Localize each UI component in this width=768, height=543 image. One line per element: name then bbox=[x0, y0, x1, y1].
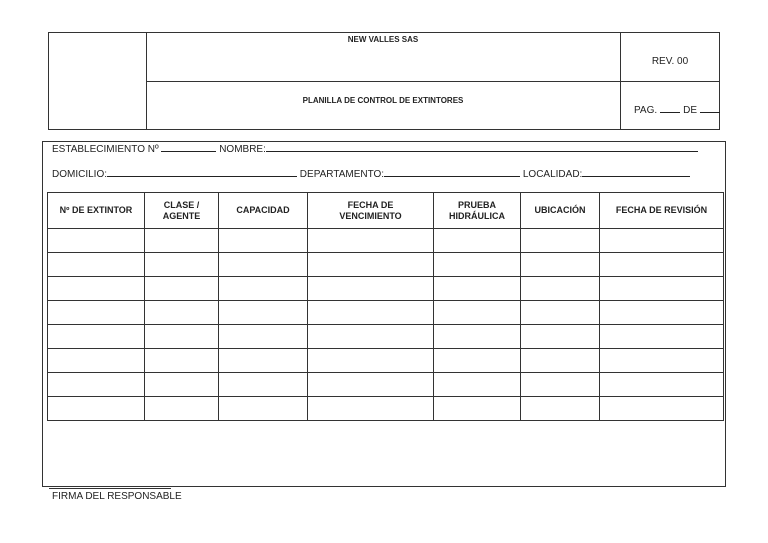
table-cell[interactable] bbox=[521, 301, 600, 325]
table-cell[interactable] bbox=[600, 301, 724, 325]
header-rule bbox=[146, 81, 620, 82]
table-row bbox=[48, 229, 724, 253]
table-cell[interactable] bbox=[145, 349, 219, 373]
table-cell[interactable] bbox=[600, 397, 724, 421]
table-cell[interactable] bbox=[434, 277, 521, 301]
header-rule bbox=[620, 81, 719, 82]
table-row bbox=[48, 373, 724, 397]
address-input[interactable] bbox=[107, 167, 297, 177]
document-title: PLANILLA DE CONTROL DE EXTINTORES bbox=[302, 96, 464, 105]
table-cell[interactable] bbox=[219, 397, 308, 421]
table-cell[interactable] bbox=[48, 349, 145, 373]
table-cell[interactable] bbox=[145, 229, 219, 253]
table-cell[interactable] bbox=[308, 325, 434, 349]
page-number bbox=[634, 105, 723, 116]
extinguisher-table bbox=[47, 192, 724, 421]
table-cell[interactable] bbox=[521, 277, 600, 301]
table-cell[interactable] bbox=[308, 397, 434, 421]
table-row bbox=[48, 301, 724, 325]
table-cell[interactable] bbox=[434, 301, 521, 325]
table-cell[interactable] bbox=[308, 373, 434, 397]
table-cell[interactable] bbox=[145, 325, 219, 349]
revision-label: REV. 00 bbox=[651, 56, 689, 67]
table-cell[interactable] bbox=[48, 301, 145, 325]
table-cell[interactable] bbox=[434, 325, 521, 349]
locality-label: LOCALIDAD: bbox=[522, 169, 583, 180]
table-cell[interactable] bbox=[145, 397, 219, 421]
establishment-input[interactable] bbox=[161, 142, 216, 152]
table-cell[interactable] bbox=[48, 325, 145, 349]
table-row bbox=[48, 397, 724, 421]
table-cell[interactable] bbox=[434, 373, 521, 397]
page-blank[interactable] bbox=[660, 106, 680, 113]
table-cell[interactable] bbox=[219, 301, 308, 325]
table-row bbox=[48, 349, 724, 373]
table-cell[interactable] bbox=[521, 373, 600, 397]
page-label: PAG. bbox=[634, 105, 658, 116]
page-total-blank[interactable] bbox=[700, 106, 720, 113]
department-label: DEPARTAMENTO: bbox=[299, 169, 385, 180]
signature-line[interactable] bbox=[49, 488, 171, 489]
table-cell[interactable] bbox=[308, 277, 434, 301]
table-header-row bbox=[48, 193, 724, 229]
column-header: PRUEBA HIDRÁULICA bbox=[434, 193, 521, 229]
column-header: Nº DE EXTINTOR bbox=[48, 193, 145, 229]
column-header: FECHA DE REVISIÓN bbox=[600, 193, 724, 229]
table-cell[interactable] bbox=[434, 349, 521, 373]
table-cell[interactable] bbox=[308, 253, 434, 277]
table-cell[interactable] bbox=[521, 397, 600, 421]
establishment-label: ESTABLECIMIENTO Nº bbox=[52, 144, 159, 155]
table-cell[interactable] bbox=[434, 253, 521, 277]
address-label: DOMICILIO: bbox=[52, 169, 108, 180]
table-cell[interactable] bbox=[600, 229, 724, 253]
table-cell[interactable] bbox=[48, 397, 145, 421]
table-cell[interactable] bbox=[219, 325, 308, 349]
table-cell[interactable] bbox=[308, 301, 434, 325]
table-cell[interactable] bbox=[219, 229, 308, 253]
table-cell[interactable] bbox=[219, 373, 308, 397]
page-of-label: DE bbox=[683, 105, 698, 116]
column-header: FECHA DE VENCIMIENTO bbox=[308, 193, 434, 229]
table-cell[interactable] bbox=[600, 325, 724, 349]
table-cell[interactable] bbox=[308, 349, 434, 373]
table-cell[interactable] bbox=[600, 349, 724, 373]
establishment-field bbox=[52, 142, 698, 155]
table-cell[interactable] bbox=[308, 229, 434, 253]
document-header bbox=[48, 32, 720, 130]
table-cell[interactable] bbox=[219, 349, 308, 373]
table-cell[interactable] bbox=[219, 253, 308, 277]
column-header: CAPACIDAD bbox=[219, 193, 308, 229]
department-input[interactable] bbox=[384, 167, 520, 177]
table-cell[interactable] bbox=[434, 397, 521, 421]
table-row bbox=[48, 277, 724, 301]
table-cell[interactable] bbox=[48, 253, 145, 277]
table-cell[interactable] bbox=[48, 229, 145, 253]
table-cell[interactable] bbox=[600, 373, 724, 397]
table-cell[interactable] bbox=[145, 277, 219, 301]
table-cell[interactable] bbox=[521, 349, 600, 373]
table-cell[interactable] bbox=[434, 229, 521, 253]
table-cell[interactable] bbox=[145, 373, 219, 397]
column-header: CLASE / AGENTE bbox=[145, 193, 219, 229]
table-cell[interactable] bbox=[521, 229, 600, 253]
locality-input[interactable] bbox=[582, 167, 690, 177]
signature-label: FIRMA DEL RESPONSABLE bbox=[52, 491, 182, 502]
table-cell[interactable] bbox=[600, 277, 724, 301]
table-cell[interactable] bbox=[145, 253, 219, 277]
table-cell[interactable] bbox=[521, 253, 600, 277]
table-cell[interactable] bbox=[219, 277, 308, 301]
name-label: NOMBRE: bbox=[219, 144, 266, 155]
address-field bbox=[52, 167, 690, 180]
table-row bbox=[48, 325, 724, 349]
table-cell[interactable] bbox=[48, 373, 145, 397]
table-cell[interactable] bbox=[521, 325, 600, 349]
column-header: UBICACIÓN bbox=[521, 193, 600, 229]
name-input[interactable] bbox=[266, 142, 698, 152]
table-row bbox=[48, 253, 724, 277]
table-cell[interactable] bbox=[145, 301, 219, 325]
table-cell[interactable] bbox=[600, 253, 724, 277]
company-name: NEW VALLES SAS bbox=[347, 35, 419, 44]
table-cell[interactable] bbox=[48, 277, 145, 301]
